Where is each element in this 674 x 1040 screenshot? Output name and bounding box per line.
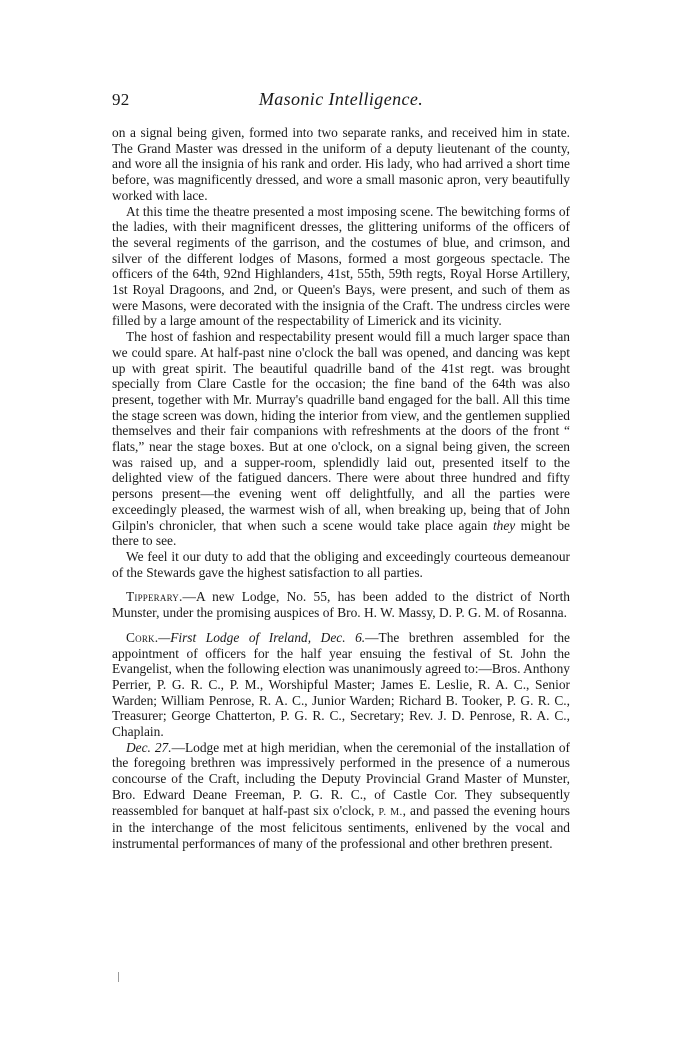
paragraph-text-end: might be there to see.	[112, 517, 570, 549]
paragraph-text: on a signal being given, formed into two separate ranks, and received him in state. The Grand Master was dressed in the uniform of a deputy lieutenant of the county, and wore all the insignia of his rank and order. His lady, who had arrived a short time before, was magnificently dressed, and wore a small masonic apron, very beautifully worked with lace.	[112, 125, 570, 203]
paragraph-text: The host of fashion and respectability present would fill a much larger space than we could spare. At half-past nine o'clock the ball was opened, and dancing was kept up with great spirit. The beautiful quadrille band of the 41st regt. was brought specially from Clare Castle for the occasion; the fine band of the 64th was also present, together with Mr. Murray's quadrille band engaged for the ball. All this time the stage screen was down, hiding the interior from view, and the gentlemen supplied themselves and their fair companions with refreshments at the doors of the front “ flats,” near the stage boxes. But at one o'clock, on a signal being given, the screen was raised up, and a supper-room, splendidly laid out, presented itself to the delighted view of the fatigued dancers. There were about three hundred and fifty persons present—the evening went off delightfully, and all the parties were exceedingly pleased, the warmest wish of all, when breaking up, being that of John Gilpin's chronicler, that when such a scene would take place again	[112, 329, 570, 533]
paragraph-reception	[112, 125, 570, 204]
section-subheading: —First Lodge of Ireland, Dec. 6.	[158, 629, 366, 645]
paragraph-text: —Lodge met at high meridian, when the ceremonial of the installation of the foregoing brethren was impressively performed in the presence of a numerous concourse of the Craft, including the Deputy Provincial Grand Master of Munster, Bro. Edward Deane Freeman, P. G. R. C., of Castle Cor. They subsequently reassembled for banquet at half-past six o'clock,	[112, 739, 570, 818]
page-number: 92	[112, 90, 130, 109]
paragraph-ball	[112, 329, 570, 549]
paragraph-text-end: , and passed the evening hours in the interchange of the most felicitous sentiments, enlivened by the vocal and instrumental performances of many of the professional and other brethren present.	[112, 802, 570, 851]
time-abbreviation: P. M.	[378, 806, 403, 818]
paragraph-installation	[112, 740, 570, 852]
paragraph-tipperary	[112, 589, 570, 620]
paragraph-text: We feel it our duty to add that the obliging and exceedingly courteous demeanour of the Stewards gave the highest satisfaction to all parties.	[112, 548, 570, 580]
running-title: Masonic Intelligence.	[258, 89, 424, 109]
section-lead: Cork.	[126, 629, 159, 645]
paragraph-text: —A new Lodge, No. 55, has been added to the district of North Munster, under the promising auspices of Bro. H. W. Massy, D. P. G. M. of Rosanna.	[112, 589, 570, 621]
paragraph-cork	[112, 630, 570, 740]
paragraph-text: At this time the theatre presented a most imposing scene. The bewitching forms of the ladies, with their magnificent dresses, the glittering uniforms of the officers of the several regiments of the garrison, and the costumes of blue, and crimson, and silver of the different lodges of Masons, formed a most gorgeous spectacle. The officers of the 64th, 92nd Highlanders, 41st, 55th, 59th regts, Royal Horse Artillery, 1st Royal Dragoons, and 2nd, or Queen's Bays, were present, and such of them as were Masons, were decorated with the insignia of the Craft. The undress circles were filled by a large amount of the respectability of Limerick and its vicinity.	[112, 203, 570, 329]
paragraph-theatre-scene	[112, 204, 570, 330]
article-body	[112, 125, 570, 852]
emphasis-text: they	[492, 517, 516, 533]
page-header	[112, 88, 570, 114]
margin-mark	[118, 972, 119, 982]
date-lead: Dec. 27.	[126, 739, 172, 755]
paragraph-text: —The brethren assembled for the appointment of officers for the half year ensuing the festival of St. John the Evangelist, when the following election was unanimously agreed to:—Bros. Anthony Perrier, P. G. R. C., P. M., Worshipful Master; James E. Leslie, R. A. C., Senior Warden; William Penrose, R. A. C., Junior Warden; Richard B. Tooker, P. G. R. C., Treasurer; George Chatterton, P. G. R. C., Secretary; Rev. J. D. Penrose, R. A. C., Chaplain.	[112, 629, 570, 740]
section-lead: Tipperary.	[126, 589, 183, 605]
paragraph-stewards	[112, 549, 570, 580]
